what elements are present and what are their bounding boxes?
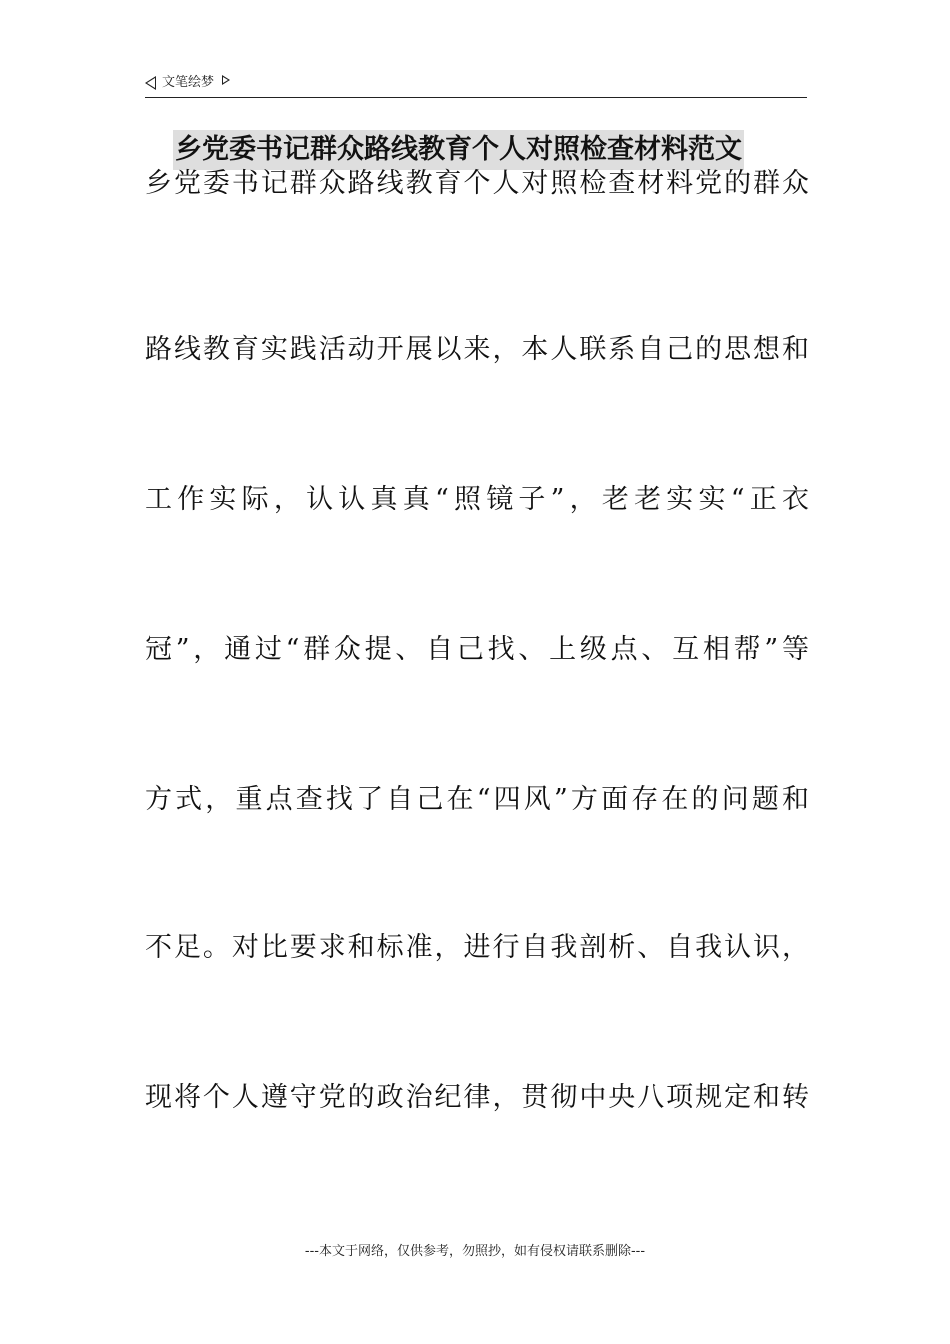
body-line-5: 方式，重点查找了自己在“四风”方面存在的问题和 [145,784,809,815]
body-line-4: 冠”，通过“群众提、自己找、上级点、互相帮”等 [145,634,809,665]
document-title: 乡党委书记群众路线教育个人对照检查材料范文 [173,130,744,170]
header-brand-group [145,74,230,92]
body-line-3: 工作实际，认认真真“照镜子”，老老实实“正衣 [145,484,809,515]
body-line-1: 乡党委书记群众路线教育个人对照检查材料党的群众 [145,168,809,199]
triangle-left-icon [145,76,156,90]
header-brand: 文笔绘梦 [162,75,215,90]
page-header [145,72,807,98]
body-line-6: 不足。对比要求和标准，进行自我剖析、自我认识， [145,932,809,963]
body-line-7: 现将个人遵守党的政治纪律，贯彻中央八项规定和转 [145,1082,809,1113]
triangle-right-icon [222,75,230,85]
body-line-2: 路线教育实践活动开展以来，本人联系自己的思想和 [145,334,809,365]
footer-disclaimer: ---本文于网络，仅供参考，勿照抄，如有侵权请联系删除--- [304,1244,646,1259]
